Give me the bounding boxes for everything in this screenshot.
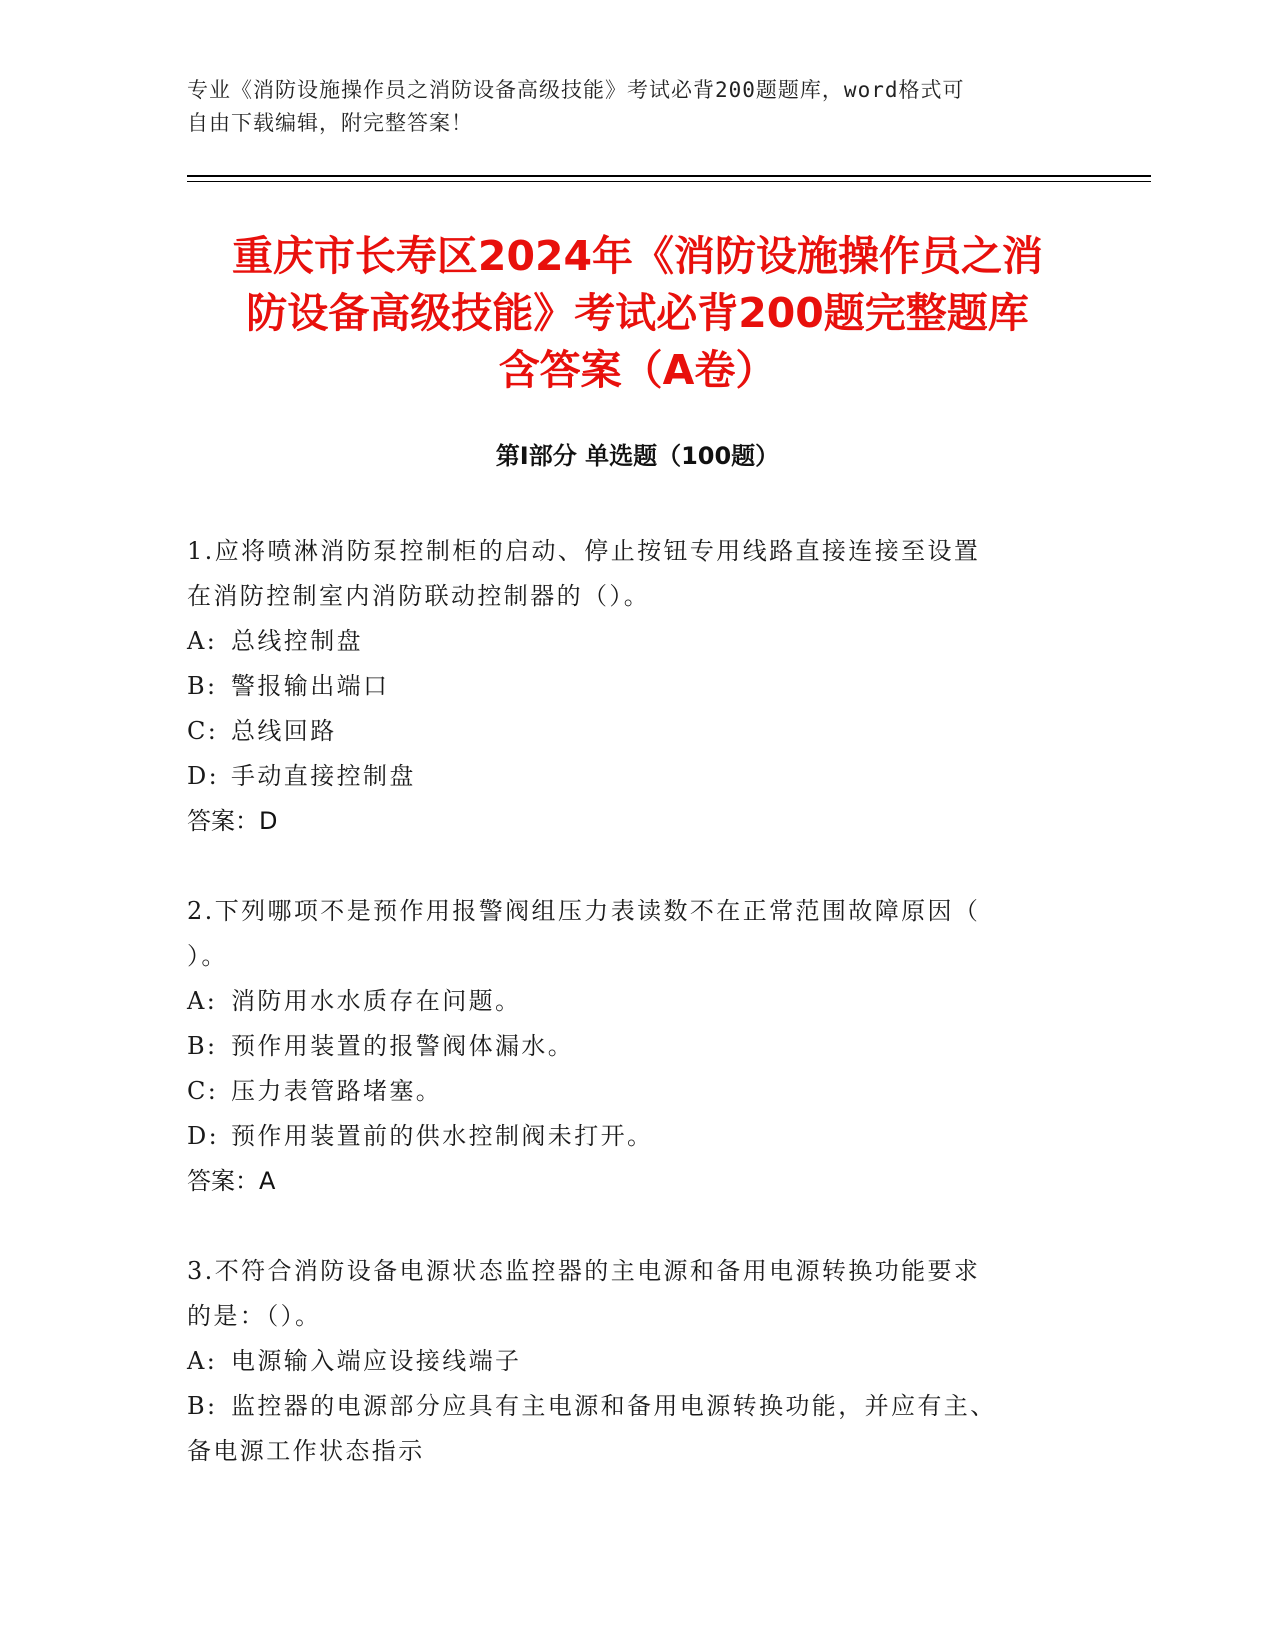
question-spacer bbox=[187, 844, 1067, 889]
question-spacer bbox=[187, 1204, 1067, 1249]
header-note-line: 自由下载编辑，附完整答案！ bbox=[187, 111, 473, 135]
option-text: 监控器的电源部分应具有主电源和备用电源转换功能，并应有主、 bbox=[231, 1392, 997, 1420]
option-letter: A: bbox=[187, 987, 218, 1015]
option-letter: C: bbox=[187, 1077, 219, 1105]
option-letter: B: bbox=[187, 672, 218, 700]
header-divider-thin bbox=[187, 181, 1151, 182]
option-text: 总线回路 bbox=[231, 717, 337, 745]
option-c bbox=[187, 1069, 1067, 1114]
option-letter: B: bbox=[187, 1392, 218, 1420]
document-title-line: 重庆市长寿区2024年《消防设施操作员之消 bbox=[231, 232, 1044, 280]
option-b bbox=[187, 664, 1067, 709]
option-text: 消防用水水质存在问题。 bbox=[231, 987, 522, 1015]
option-continuation: 备电源工作状态指示 bbox=[187, 1437, 425, 1465]
option-text: 预作用装置的报警阀体漏水。 bbox=[231, 1032, 575, 1060]
question-list bbox=[187, 529, 1067, 1474]
option-letter: C: bbox=[187, 717, 219, 745]
option-text: 电源输入端应设接线端子 bbox=[231, 1347, 522, 1375]
option-text: 手动直接控制盘 bbox=[231, 762, 416, 790]
option-letter: D: bbox=[187, 762, 220, 790]
question-item bbox=[187, 529, 1067, 844]
question-stem: 1.应将喷淋消防泵控制柜的启动、停止按钮专用线路直接连接至设置 bbox=[187, 537, 981, 565]
option-d bbox=[187, 754, 1067, 799]
option-a bbox=[187, 1339, 1067, 1384]
document-title bbox=[160, 228, 1115, 399]
header-divider-thick bbox=[187, 175, 1151, 177]
header-note bbox=[187, 74, 1087, 140]
document-title-line: 含答案（A卷） bbox=[498, 346, 777, 394]
question-stem: 的是：（）。 bbox=[187, 1302, 322, 1330]
header-note-line: 专业《消防设施操作员之消防设备高级技能》考试必背200题题库，word格式可 bbox=[187, 78, 965, 102]
option-letter: D: bbox=[187, 1122, 220, 1150]
option-letter: A: bbox=[187, 1347, 218, 1375]
option-c bbox=[187, 709, 1067, 754]
section-heading: 第Ⅰ部分 单选题（100题） bbox=[495, 442, 780, 470]
option-d bbox=[187, 1114, 1067, 1159]
question-stem: ）。 bbox=[187, 942, 228, 970]
question-item bbox=[187, 1249, 1067, 1474]
option-text: 总线控制盘 bbox=[231, 627, 363, 655]
question-stem: 3.不符合消防设备电源状态监控器的主电源和备用电源转换功能要求 bbox=[187, 1257, 981, 1285]
option-letter: A: bbox=[187, 627, 218, 655]
question-stem: 在消防控制室内消防联动控制器的（）。 bbox=[187, 582, 651, 610]
option-text: 预作用装置前的供水控制阀未打开。 bbox=[231, 1122, 654, 1150]
option-b bbox=[187, 1384, 1067, 1429]
option-letter: B: bbox=[187, 1032, 218, 1060]
document-title-line: 防设备高级技能》考试必背200题完整题库 bbox=[246, 289, 1029, 337]
option-text: 压力表管路堵塞。 bbox=[231, 1077, 443, 1105]
answer-line: 答案：A bbox=[187, 1167, 276, 1195]
option-text: 警报输出端口 bbox=[231, 672, 390, 700]
option-b bbox=[187, 1024, 1067, 1069]
question-item bbox=[187, 889, 1067, 1204]
option-a bbox=[187, 979, 1067, 1024]
question-stem: 2.下列哪项不是预作用报警阀组压力表读数不在正常范围故障原因（ bbox=[187, 897, 981, 925]
answer-line: 答案：D bbox=[187, 807, 278, 835]
option-a bbox=[187, 619, 1067, 664]
